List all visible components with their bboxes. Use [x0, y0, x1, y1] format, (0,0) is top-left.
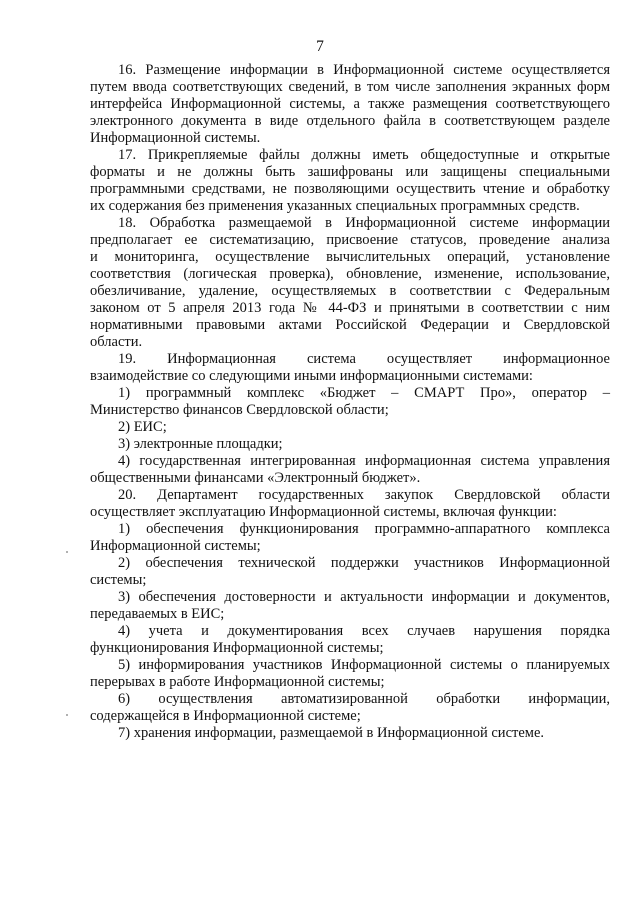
text-line: Информационной системы. — [90, 130, 261, 146]
text-line: 1) обеспечения функционирования программно-аппаратного комплекса — [118, 521, 610, 537]
text-line: функционирования Информационной системы; — [90, 640, 384, 656]
text-line: 1) программный комплекс «Бюджет – СМАРТ Про», оператор – — [118, 385, 610, 401]
text-line: осуществляет эксплуатацию Информационной системы, включая функции: — [90, 504, 557, 520]
text-line: 18. Обработка размещаемой в Информационной системе информации — [118, 215, 610, 231]
text-line: и мониторинга, осуществление вычислительных операций, установление — [90, 249, 610, 265]
text-line: 2) обеспечения технической поддержки участников Информационной — [118, 555, 610, 571]
text-line: Министерство финансов Свердловской области; — [90, 402, 389, 418]
text-line: путем ввода соответствующих сведений, в том числе заполнения экранных форм — [90, 79, 610, 95]
text-line: передаваемых в ЕИС; — [90, 606, 225, 622]
text-line: 17. Прикрепляемые файлы должны иметь общедоступные и открытые — [118, 147, 610, 163]
text-line: законом от 5 апреля 2013 года № 44-ФЗ и принятыми в соответствии с ним — [90, 300, 610, 316]
text-line: их содержания без применения указанных специальных программных средств. — [90, 198, 580, 214]
text-line: 3) обеспечения достоверности и актуальности информации и документов, — [118, 589, 610, 605]
text-line: 4) государственная интегрированная информационная система управления — [118, 453, 610, 469]
text-line: электронного документа в виде отдельного файла в соответствующем разделе — [90, 113, 610, 129]
text-line: 19. Информационная система осуществляет информационное — [118, 351, 610, 367]
text-line: Информационной системы; — [90, 538, 261, 554]
scan-speck — [66, 714, 68, 716]
text-line: общественными финансами «Электронный бюджет». — [90, 470, 421, 486]
text-line: 2) ЕИС; — [118, 419, 167, 435]
text-line: предполагает ее систематизацию, присвоение статусов, проведение анализа — [90, 232, 610, 248]
text-line: программными средствами, не позволяющими осуществить чтение и обработку — [90, 181, 610, 197]
scan-speck — [66, 551, 68, 553]
text-line: содержащейся в Информационной системе; — [90, 708, 361, 724]
text-line: соответствия (логическая проверка), обновление, изменение, использование, — [90, 266, 610, 282]
text-line: 3) электронные площадки; — [118, 436, 283, 452]
text-line: системы; — [90, 572, 147, 588]
text-line: 7) хранения информации, размещаемой в Информационной системе. — [118, 725, 545, 741]
text-line: взаимодействие со следующими иными информационными системами: — [90, 368, 533, 384]
text-line: интерфейса Информационной системы, а также размещения соответствующего — [90, 96, 610, 112]
text-line: нормативными правовыми актами Российской Федерации и Свердловской — [90, 317, 610, 333]
text-line: 16. Размещение информации в Информационной системе осуществляется — [118, 62, 610, 78]
text-line: области. — [90, 334, 143, 350]
text-line: 5) информирования участников Информационной системы о планируемых — [118, 657, 610, 673]
text-line: обезличивание, удаление, осуществляемых в соответствии с Федеральным — [90, 283, 610, 299]
text-line: форматы и не должны быть зашифрованы или защищены специальными — [90, 164, 610, 180]
page-number: 7 — [316, 38, 324, 55]
text-line: 4) учета и документирования всех случаев нарушения порядка — [118, 623, 610, 639]
text-line: 20. Департамент государственных закупок Свердловской области — [118, 487, 610, 503]
text-line: 6) осуществления автоматизированной обработки информации, — [118, 691, 610, 707]
text-line: перерывах в работе Информационной системы; — [90, 674, 385, 690]
